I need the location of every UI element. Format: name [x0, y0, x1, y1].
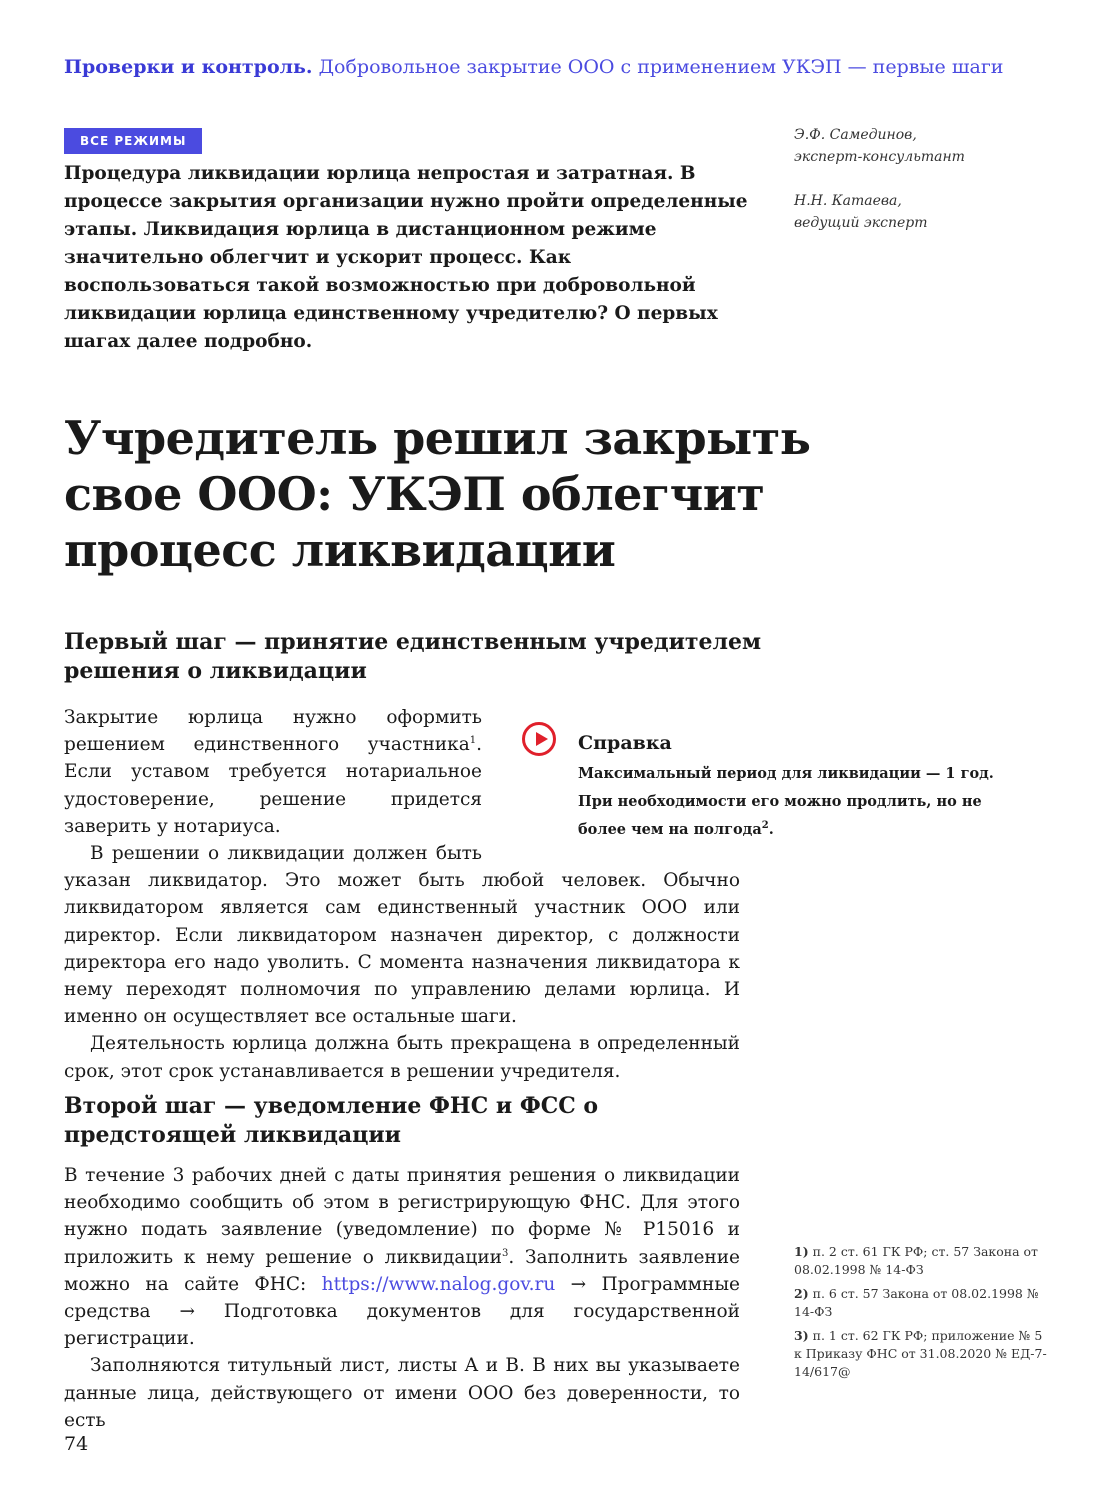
section1-paragraph: Закрытие юрлица нужно оформить решением единственного участника$^1$. Если уставом требуется нотариальное удостоверение, решение придется заверить у нотариуса.	[64, 707, 482, 837]
footnote: 2) п. 6 ст. 57 Закона от 08.02.1998 № 14-ФЗ	[794, 1286, 1039, 1319]
section1-paragraph: В решении о ликвидации должен быть указан ликвидатор. Это может быть любой человек. Обычно ликвидатором является сам единственный участник ООО или директор. Если ликвидатором назначен директор, с должности директора его надо уволить. С момента назначения ликвидатора к нему переходят полномочия по управлению делами юрлица. И именно он осуществляет все остальные шаги.	[64, 843, 740, 1028]
running-head-title: Добровольное закрытие ООО с применением УКЭП — первые шаги	[318, 56, 1004, 78]
footnote-ref: 3	[501, 1247, 509, 1259]
article-headline: Учредитель решил закрыть свое ООО: УКЭП облегчит процесс ликвидации	[64, 411, 811, 577]
page-number: 74	[64, 1433, 89, 1455]
play-icon	[522, 722, 556, 756]
author	[794, 124, 1054, 168]
author-name: Н.Н. Катаева,	[794, 193, 902, 209]
section2-paragraph: В течение 3 рабочих дней с даты принятия решения о ликвидации необходимо сообщить об этом в регистрирующую ФНС. Для этого нужно подать заявление (уведомление) по форме № Р15016 и приложить к нему решение о ликвидации$^3$. Заполнить заявление можно на сайте ФНС: https://www.nalog.gov.ru → Программные средства → Подготовка документов для государственной регистрации.	[64, 1165, 741, 1350]
footnote: 3) п. 1 ст. 62 ГК РФ; приложение № 5 к Приказу ФНС от 31.08.2020 № ЕД-7-14/617@	[794, 1328, 1047, 1379]
footnote-ref: 2	[761, 820, 769, 832]
running-head	[64, 54, 1044, 80]
footnote-ref: 1	[469, 735, 477, 747]
author	[794, 190, 1054, 234]
author-role: эксперт-консультант	[794, 149, 965, 165]
lead-paragraph: Процедура ликвидации юрлица непростая и затратная. В процессе закрытия организации нужно пройти определенные этапы. Ликвидация юрлица в дистанционном режиме значительно облегчит и ускорит процесс. Как воспользоваться такой возможностью при добровольной ликвидации юрлица единственному учредителю? О первых шагах далее подробно.	[64, 163, 748, 352]
running-head-section: Проверки и контроль.	[64, 56, 313, 78]
footnotes	[794, 1243, 1054, 1387]
section2-body	[64, 1162, 740, 1434]
section1-paragraph: Деятельность юрлица должна быть прекращена в определенный срок, этот срок устанавливается в решении учредителя.	[64, 1033, 740, 1082]
callout-title: Справка	[578, 732, 672, 754]
nalog-link[interactable]: https://www.nalog.gov.ru	[321, 1273, 556, 1295]
author-role: ведущий эксперт	[794, 215, 928, 231]
section1-heading: Первый шаг — принятие единственным учредителем решения о ликвидации	[64, 629, 762, 684]
footnote: 1) п. 2 ст. 61 ГК РФ; ст. 57 Закона от 08.02.1998 № 14-ФЗ	[794, 1244, 1038, 1277]
section2-heading: Второй шаг — уведомление ФНС и ФСС о предстоящей ликвидации	[64, 1093, 599, 1148]
section2-paragraph: Заполняются титульный лист, листы А и В. В них вы указываете данные лица, действующего от имени ООО без доверенности, то есть	[64, 1355, 740, 1431]
regime-badge: ВСЕ РЕЖИМЫ	[64, 128, 202, 154]
authors-block	[794, 124, 1054, 256]
author-name: Э.Ф. Самединов,	[794, 127, 917, 143]
callout-text: Максимальный период для ликвидации — 1 год. При необходимости его можно продлить, но не более чем на полгода$^2$.	[578, 765, 994, 838]
